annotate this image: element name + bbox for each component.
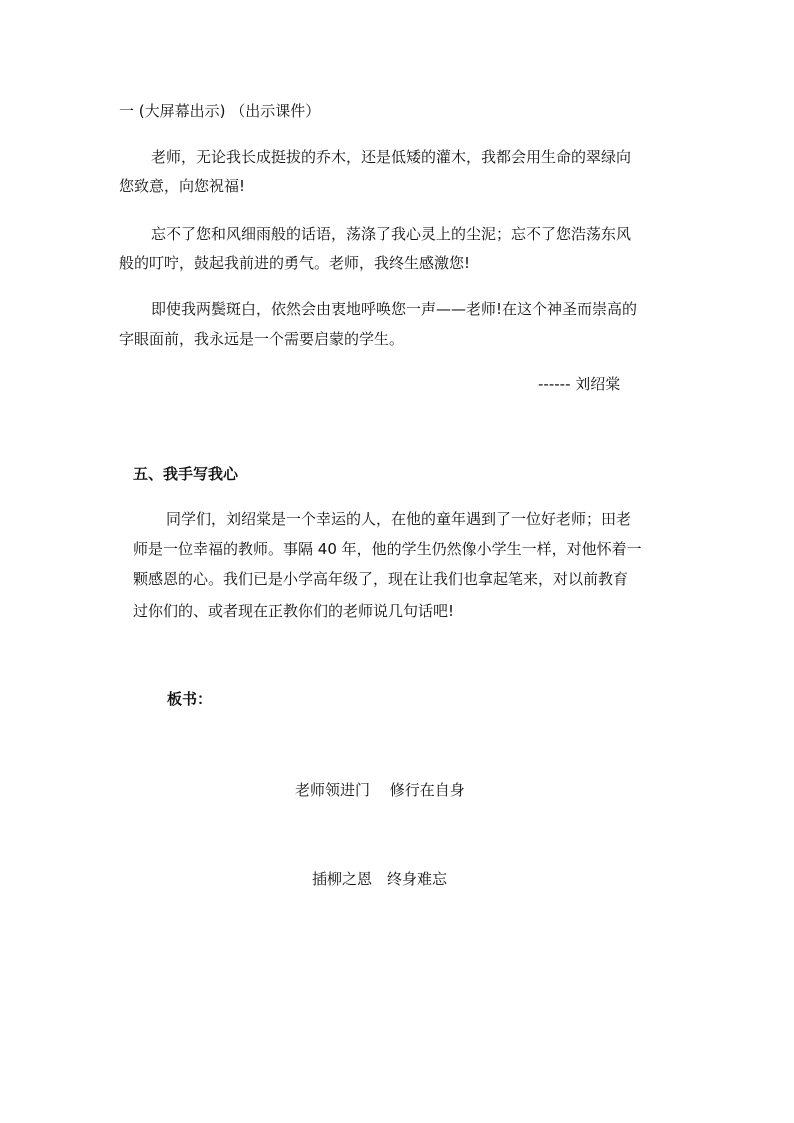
poem-paragraph-1-line-1: 老师，无论我长成挺拔的乔木，还是低矮的灌木，我都会用生命的翠绿向: [151, 148, 632, 166]
poem-paragraph-3-line-1: 即使我两鬓斑白，依然会由衷地呼唤您一声——老师!在这个神圣而崇高的: [151, 300, 638, 318]
poem-paragraph-2-line-1: 忘不了您和风细雨般的话语，荡涤了我心灵上的尘泥；忘不了您浩荡东风: [151, 225, 632, 243]
poem-paragraph-2-line-2: 般的叮咛，鼓起我前进的勇气。老师，我终生感激您!: [119, 254, 471, 272]
section-heading: 五、我手写我心: [133, 465, 239, 483]
section-paragraph-line-3: 颗感恩的心。我们已是小学高年级了，现在让我们也拿起笔来，对以前教育: [133, 570, 629, 588]
board-row-2: 插柳之恩 终身难忘: [312, 870, 448, 888]
poem-paragraph-1-line-2: 您致意，向您祝福!: [119, 177, 246, 195]
poem-paragraph-3-line-2: 字眼面前，我永远是一个需要启蒙的学生。: [119, 330, 405, 348]
section-paragraph-line-4: 过你们的、或者现在正教你们的老师说几句话吧!: [133, 602, 455, 620]
section-paragraph-line-2: 师是一位幸福的教师。事隔 40 年，他的学生仍然像小学生一样，对他怀着一: [133, 540, 642, 558]
poem-signature: ------ 刘绍棠: [538, 375, 621, 393]
board-heading: 板书：: [167, 690, 213, 708]
slide-instruction: 一 (大屏幕出示) （出示课件）: [119, 102, 321, 120]
board-row-1: 老师领进门 修行在自身: [295, 781, 465, 799]
section-paragraph-line-1: 同学们，刘绍棠是一个幸运的人，在他的童年遇到了一位好老师；田老: [166, 510, 632, 528]
